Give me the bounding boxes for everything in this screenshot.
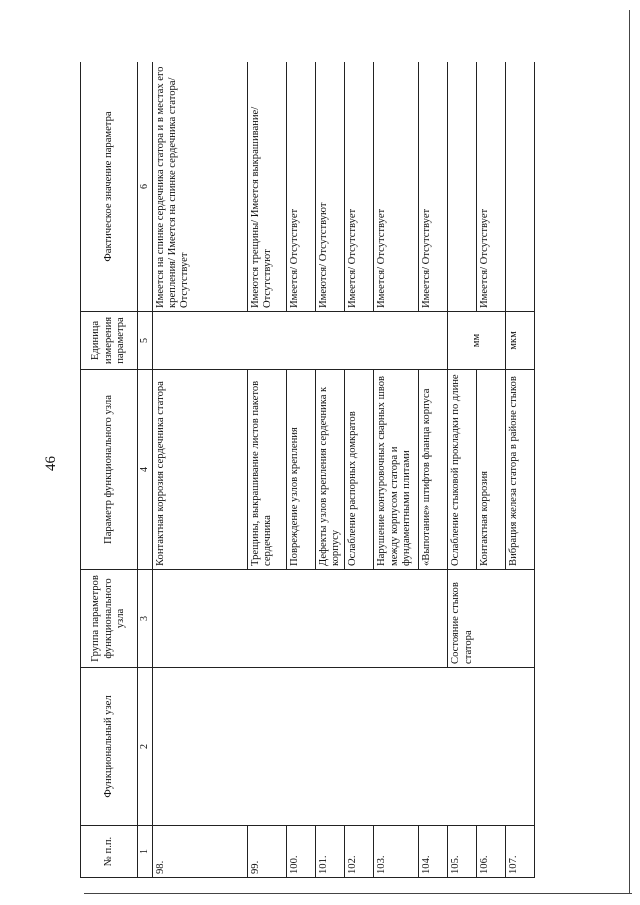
- row-number: 99.: [247, 826, 286, 878]
- header-parameter-group: Группа параметров функционального узла: [81, 570, 138, 668]
- unit-cell: мкм: [506, 312, 535, 370]
- row-number: 98.: [152, 826, 247, 878]
- table-row: [152, 62, 247, 878]
- parameter-cell: Нарушение контуровочных сварных швов между корпусом статора и фундаментными плитами: [374, 370, 419, 570]
- header-parameter: Параметр функционального узла: [81, 370, 138, 570]
- parameter-cell: Контактная коррозия: [477, 370, 506, 570]
- parameters-table: [80, 62, 535, 878]
- parameter-cell: «Выпотание» штифтов фланца корпуса: [419, 370, 448, 570]
- value-cell: [506, 62, 535, 312]
- header-num: № п.п.: [81, 826, 138, 878]
- column-number: 2: [138, 668, 153, 826]
- table-header-row: [81, 62, 138, 878]
- unit-cell: [152, 312, 448, 370]
- rotated-table-container: [80, 62, 608, 878]
- parameter-cell: Контактная коррозия сердечника статора: [152, 370, 247, 570]
- parameter-cell: Дефекты узлов крепления сердечника к корпусу: [315, 370, 345, 570]
- parameter-group-cell: [152, 570, 448, 668]
- value-cell: [448, 62, 477, 312]
- rotated-page: [80, 62, 608, 878]
- value-cell: Имеется/ Отсутствует: [374, 62, 419, 312]
- parameter-cell: Трещины, выкрашивание листов пакетов сердечника: [247, 370, 286, 570]
- value-cell: Имеются трещины/ Имеется выкрашивание/ Отсутствуют: [247, 62, 286, 312]
- column-number-row: [138, 62, 153, 878]
- column-number: 4: [138, 370, 153, 570]
- header-actual-value: Фактическое значение параметра: [81, 62, 138, 312]
- row-number: 105.: [448, 826, 477, 878]
- page-number: 46: [43, 456, 59, 471]
- value-cell: Имеются/ Отсутствуют: [315, 62, 345, 312]
- column-number: 6: [138, 62, 153, 312]
- parameter-cell: Ослабление распорных домкратов: [345, 370, 374, 570]
- column-number: 5: [138, 312, 153, 370]
- row-number: 104.: [419, 826, 448, 878]
- column-number: 3: [138, 570, 153, 668]
- row-number: 101.: [315, 826, 345, 878]
- page-edge-line: [629, 10, 630, 894]
- row-number: 107.: [506, 826, 535, 878]
- value-cell: Имеется/ Отсутствует: [345, 62, 374, 312]
- row-number: 106.: [477, 826, 506, 878]
- functional-unit-cell: [152, 668, 535, 826]
- parameter-group-cell: Состояние стыков статора: [448, 570, 535, 668]
- value-cell: Имеется/ Отсутствует: [286, 62, 315, 312]
- column-number: 1: [138, 826, 153, 878]
- value-cell: Имеется на спинке сердечника статора и в местах его крепления/ Имеется на спинке сердечника статора/ Отсутствует: [152, 62, 247, 312]
- parameter-cell: Ослабление стыковой прокладки по длине: [448, 370, 477, 570]
- parameter-cell: Вибрация железа статора в районе стыков: [506, 370, 535, 570]
- row-number: 102.: [345, 826, 374, 878]
- row-number: 103.: [374, 826, 419, 878]
- header-functional-unit: Функциональный узел: [81, 668, 138, 826]
- unit-cell: мм: [448, 312, 506, 370]
- header-unit: Единица измерения параметра: [81, 312, 138, 370]
- value-cell: Имеется/ Отсутствует: [477, 62, 506, 312]
- row-number: 100.: [286, 826, 315, 878]
- value-cell: Имеется/ Отсутствует: [419, 62, 448, 312]
- parameter-cell: Повреждение узлов крепления: [286, 370, 315, 570]
- page-edge-line: [84, 893, 632, 894]
